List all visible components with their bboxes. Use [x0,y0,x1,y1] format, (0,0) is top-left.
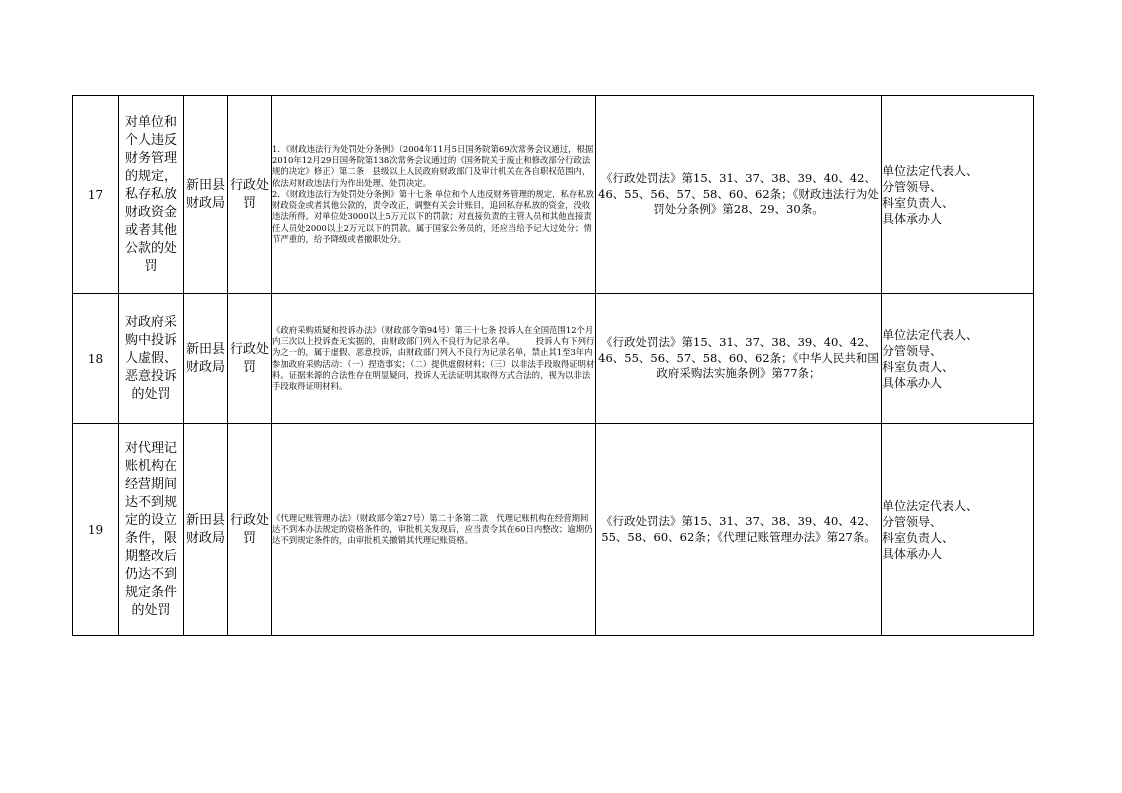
penalty-type: 行政处罚 [228,294,272,424]
responsible-line: 具体承办人 [882,211,943,226]
table-row [73,96,1034,294]
responsible-line: 分管领导、 [882,514,943,529]
responsible-line: 具体承办人 [882,546,943,561]
responsible-line: 分管领导、 [882,179,943,194]
responsible-line: 科室负责人、 [882,195,955,210]
penalty-type: 行政处罚 [228,96,272,294]
responsible-persons [882,424,1034,636]
responsible-line: 单位法定代表人、 [882,163,979,178]
responsible-persons [882,96,1034,294]
responsible-line: 科室负责人、 [882,359,955,374]
penalty-table [72,95,1034,636]
table-row [73,424,1034,636]
procedure-law: 《行政处罚法》第15、31、37、38、39、40、42、46、55、56、57、58、60、62条；《中华人民共和国政府采购法实施条例》第77条； [596,294,882,424]
responsible-line: 分管领导、 [882,343,943,358]
legal-basis-paragraph: 1．《财政违法行为处罚处分条例》（2004年11月5日国务院第69次常务会议通过，根据2010年12月29日国务院第138次常务会议通过的《国务院关于废止和修改部分行政法规的决定》修正）第二条 县级以上人民政府财政部门及审计机关在各自职权范围内，依法对财政违法行为作出处理、处罚决定。 [272,144,594,188]
department: 新田县财政局 [184,96,228,294]
legal-basis [272,424,596,636]
penalty-item: 对政府采购中投诉人虚假、恶意投诉的处罚 [119,294,184,424]
legal-basis-paragraph: 2．《财政违法行为处罚处分条例》第十七条 单位和个人违反财务管理的规定，私存私放财政资金或者其他公款的，责令改正，调整有关会计账目，追回私存私放的资金，没收违法所得。对单位处3000以上5万元以下的罚款；对直接负责的主管人员和其他直接责任人员处2000以上2万元以下的罚款。属于国家公务员的，还应当给予记大过处分；情节严重的，给予降级或者撤职处分。 [272,188,595,244]
row-number: 17 [73,96,119,294]
row-number: 18 [73,294,119,424]
department: 新田县财政局 [184,424,228,636]
procedure-law: 《行政处罚法》第15、31、37、38、39、40、42、46、55、56、57、58、60、62条；《财政违法行为处罚处分条例》第28、29、30条。 [596,96,882,294]
penalty-type: 行政处罚 [228,424,272,636]
responsible-persons [882,294,1034,424]
penalty-item: 对代理记账机构在经营期间达不到规定的设立条件，限期整改后仍达不到规定条件的处罚 [119,424,184,636]
row-number: 19 [73,424,119,636]
responsible-line: 单位法定代表人、 [882,498,979,513]
department: 新田县财政局 [184,294,228,424]
legal-basis-paragraph: 《代理记账管理办法》（财政部令第27号）第二十条第二款 代理记账机构在经营期间达不到本办法规定的资格条件的，审批机关发现后，应当责令其在60日内整改；逾期仍达不到规定条件的，由审批机关撤销其代理记账资格。 [272,512,593,546]
legal-basis [272,96,596,294]
legal-basis [272,294,596,424]
table-row [73,294,1034,424]
legal-basis-paragraph: 《政府采购质疑和投诉办法》（财政部令第94号）第三十七条 投诉人在全国范围12个月内三次以上投诉查无实据的，由财政部门列入不良行为记录名单。 投诉人有下列行为之一的，属于虚假、恶意投诉，由财政部门列入不良行为记录名单，禁止其1至3年内参加政府采购活动：（一）捏造事实；（二）提供虚假材料；（三）以非法手段取得证明材料。证据来源的合法性存在明显疑问，投诉人无法证明其取得方式合法的，视为以非法手段取得证明材料。 [272,324,595,391]
responsible-line: 单位法定代表人、 [882,327,979,342]
responsible-line: 科室负责人、 [882,530,955,545]
procedure-law: 《行政处罚法》第15、31、37、38、39、40、42、55、58、60、62条；《代理记账管理办法》第27条。 [596,424,882,636]
penalty-item: 对单位和个人违反财务管理的规定，私存私放财政资金或者其他公款的处罚 [119,96,184,294]
responsible-line: 具体承办人 [882,375,943,390]
